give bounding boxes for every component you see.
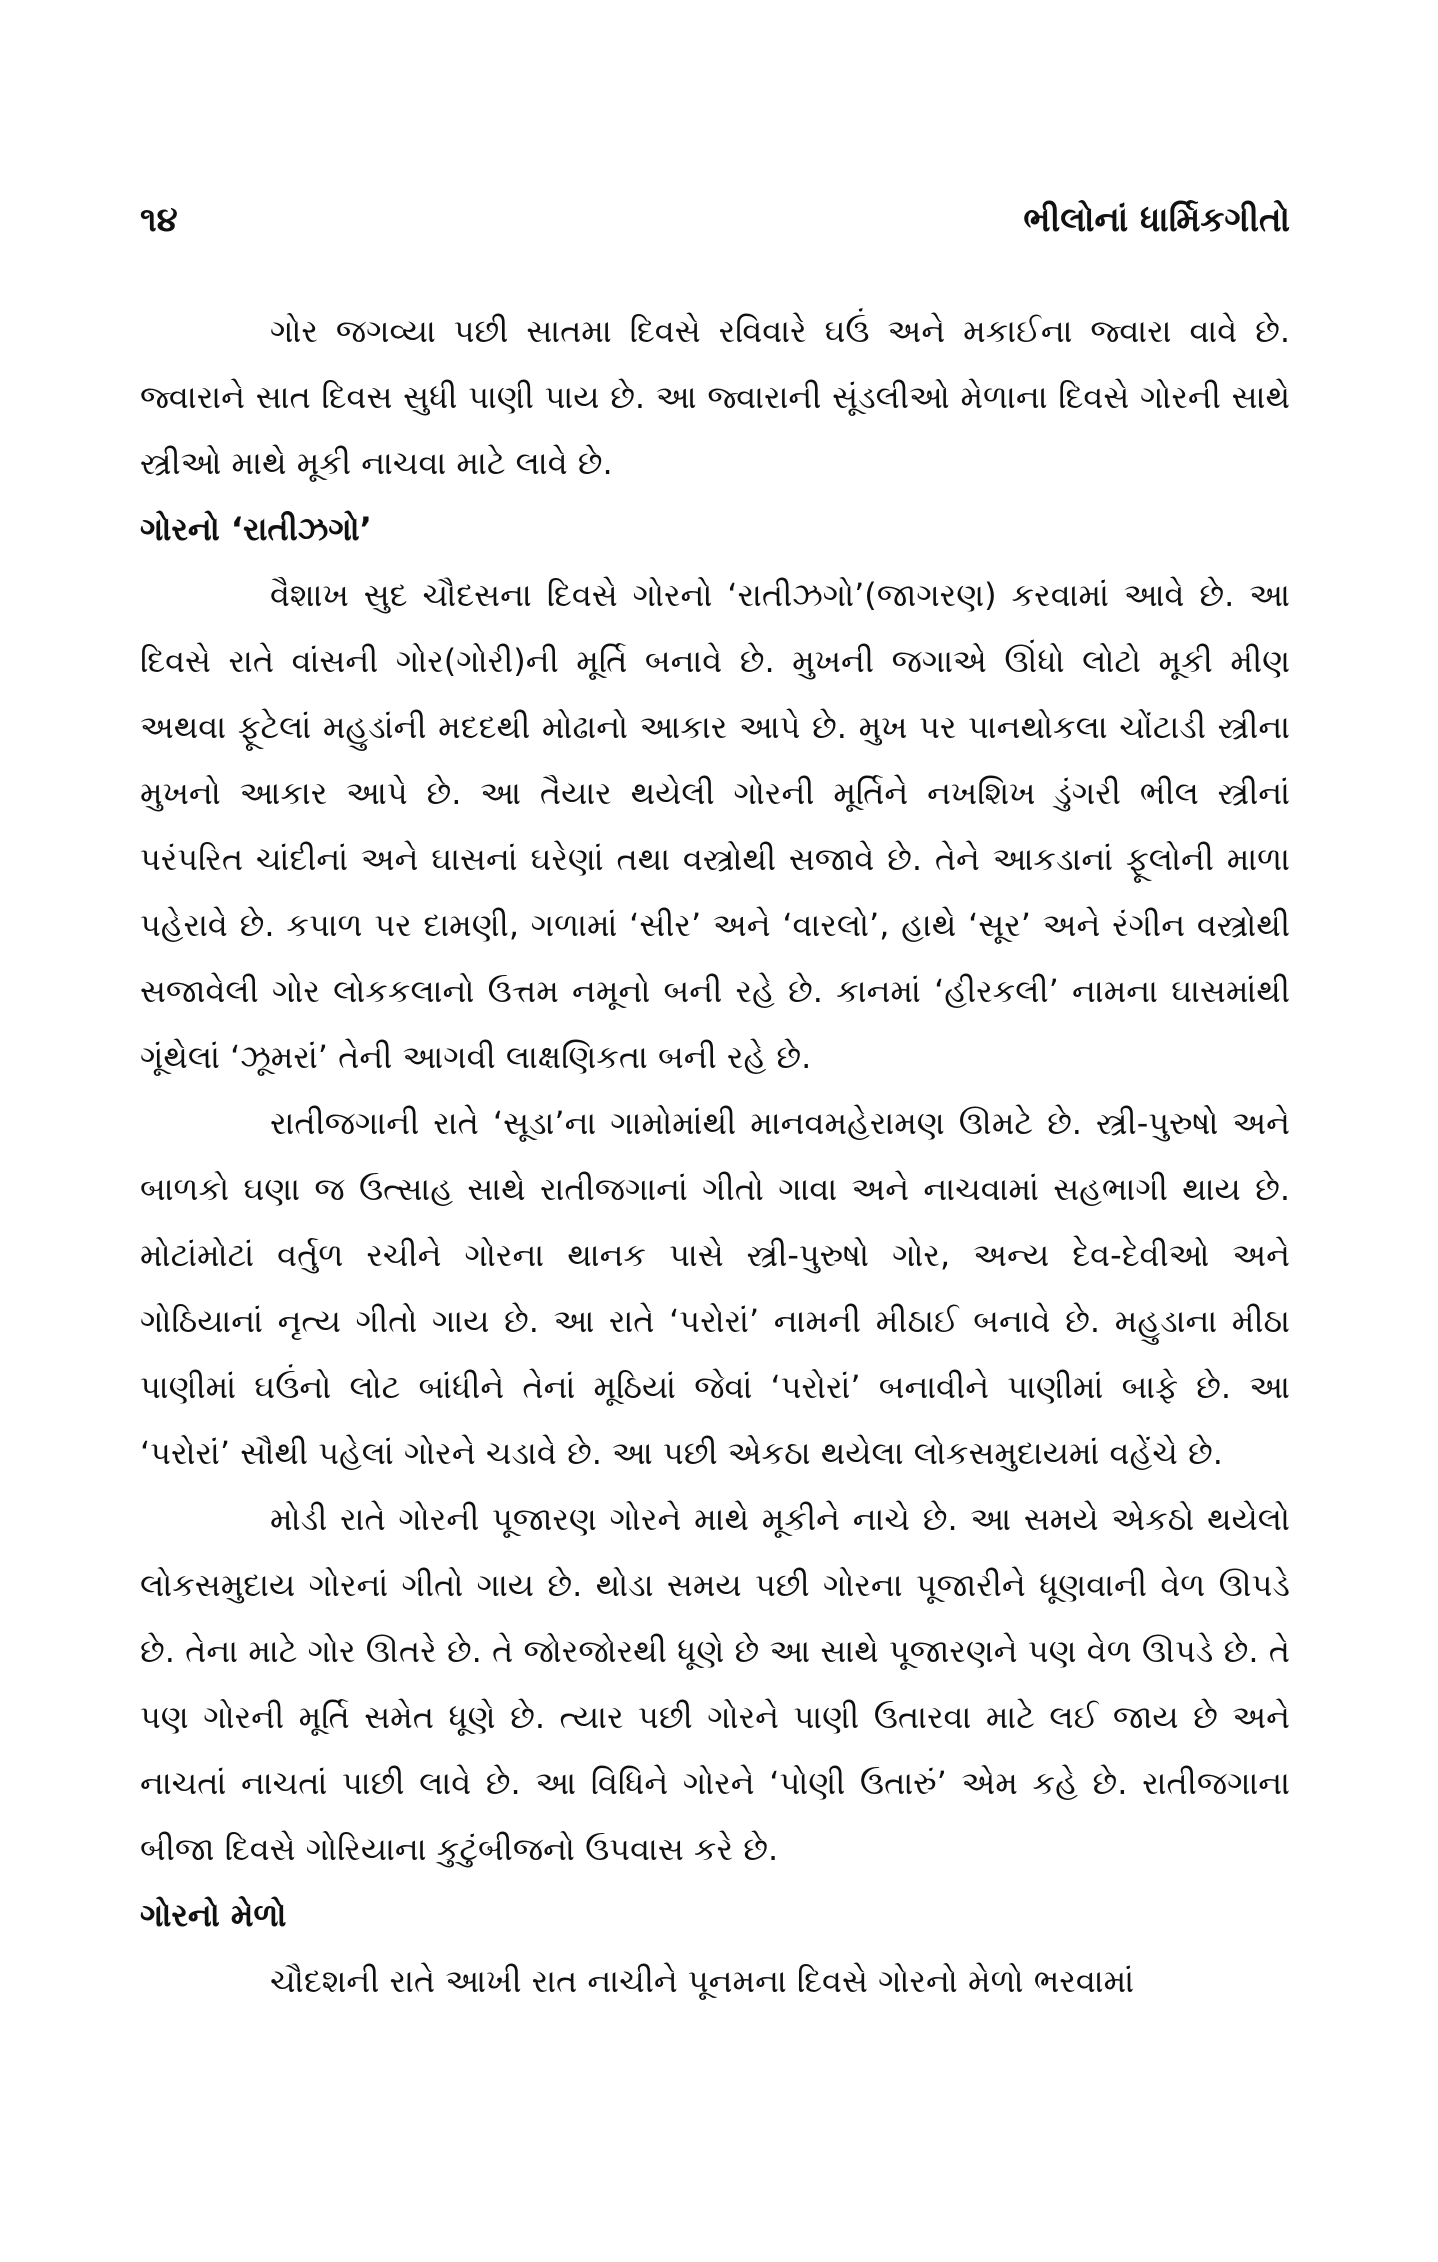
- paragraph: ગોર જગવ્યા પછી સાતમા દિવસે રવિવારે ઘઉં અને મકાઈના જ્વારા વાવે છે. જ્વારાને સાત દિવસ સુધી પાણી પાય છે. આ જ્વારાની સૂંડલીઓ મેળાના દિવસે ગોરની સાથે સ્ત્રીઓ માથે મૂકી નાચવા માટે લાવે છે.: [140, 312, 1290, 482]
- paragraph: મોડી રાતે ગોરની પૂજારણ ગોરને માથે મૂકીને નાચે છે. આ સમયે એકઠો થયેલો લોકસમુદાય ગોરનાં ગીતો ગાય છે. થોડા સમય પછી ગોરના પૂજારીને ધૂણવાની વેળ ઊપડે છે. તેના માટે ગોર ઊતરે છે. તે જોરજોરથી ધૂણે છે આ સાથે પૂજારણને પણ વેળ ઊપડે છે. તે પણ ગોરની મૂર્તિ સમેત ધૂણે છે. ત્યાર પછી ગોરને પાણી ઉતારવા માટે લઈ જાય છે અને નાચતાં નાચતાં પાછી લાવે છે. આ વિધિને ગોરને ‘પોણી ઉતારું’ એમ કહે છે. રાતીજગાના બીજા દિવસે ગોરિયાના કુટુંબીજનો ઉપવાસ કરે છે.: [140, 1500, 1290, 1868]
- body-text: [140, 298, 1290, 2014]
- paragraph: વૈશાખ સુદ ચૌદસના દિવસે ગોરનો ‘રાતીઝગો’(જાગરણ) કરવામાં આવે છે. આ દિવસે રાતે વાંસની ગોર(ગોરી)ની મૂર્તિ બનાવે છે. મુખની જગાએ ઊંધો લોટો મૂકી મીણ અથવા ફૂટેલાં મહુડાંની મદદથી મોઢાનો આકાર આપે છે. મુખ પર પાનથોકલા ચોંટાડી સ્ત્રીના મુખનો આકાર આપે છે. આ તૈયાર થયેલી ગોરની મૂર્તિને નખશિખ ડુંગરી ભીલ સ્ત્રીનાં પરંપરિત ચાંદીનાં અને ઘાસનાં ઘરેણાં તથા વસ્ત્રોથી સજાવે છે. તેને આકડાનાં ફૂલોની માળા પહેરાવે છે. કપાળ પર દામણી, ગળામાં ‘સીર’ અને ‘વારલો’, હાથે ‘સૂર’ અને રંગીન વસ્ત્રોથી સજાવેલી ગોર લોકકલાનો ઉત્તમ નમૂનો બની રહે છે. કાનમાં ‘હીરકલી’ નામના ઘાસમાંથી ગૂંથેલાં ‘ઝૂમરાં’ તેની આગવી લાક્ષણિકતા બની રહે છે.: [140, 576, 1290, 1076]
- paragraph: ચૌદશની રાતે આખી રાત નાચીને પૂનમના દિવસે ગોરનો મેળો ભરવામાં: [270, 1962, 1135, 2000]
- page-header: [140, 200, 1290, 260]
- section-heading: ગોરનો મેળો: [140, 1896, 287, 1934]
- paragraph: રાતીજગાની રાતે ‘સૂડા’ના ગામોમાંથી માનવમહેરામણ ઊમટે છે. સ્ત્રી-પુરુષો અને બાળકો ઘણા જ ઉત્સાહ સાથે રાતીજગાનાં ગીતો ગાવા અને નાચવામાં સહભાગી થાય છે. મોટાંમોટાં વર્તુળ રચીને ગોરના થાનક પાસે સ્ત્રી-પુરુષો ગોર, અન્ય દેવ-દેવીઓ અને ગોઠિયાનાં નૃત્ય ગીતો ગાય છે. આ રાતે ‘પરોરાં’ નામની મીઠાઈ બનાવે છે. મહુડાના મીઠા પાણીમાં ઘઉંનો લોટ બાંધીને તેનાં મૂઠિયાં જેવાં ‘પરોરાં’ બનાવીને પાણીમાં બાફે છે. આ ‘પરોરાં’ સૌથી પહેલાં ગોરને ચડાવે છે. આ પછી એકઠા થયેલા લોકસમુદાયમાં વહેંચે છે.: [140, 1104, 1290, 1472]
- section-heading: ગોરનો ‘રાતીઝગો’: [140, 510, 372, 548]
- page-number: ૧૪: [140, 200, 178, 240]
- running-title: ભીલોનાં ધાર્મિકગીતો: [1023, 200, 1290, 240]
